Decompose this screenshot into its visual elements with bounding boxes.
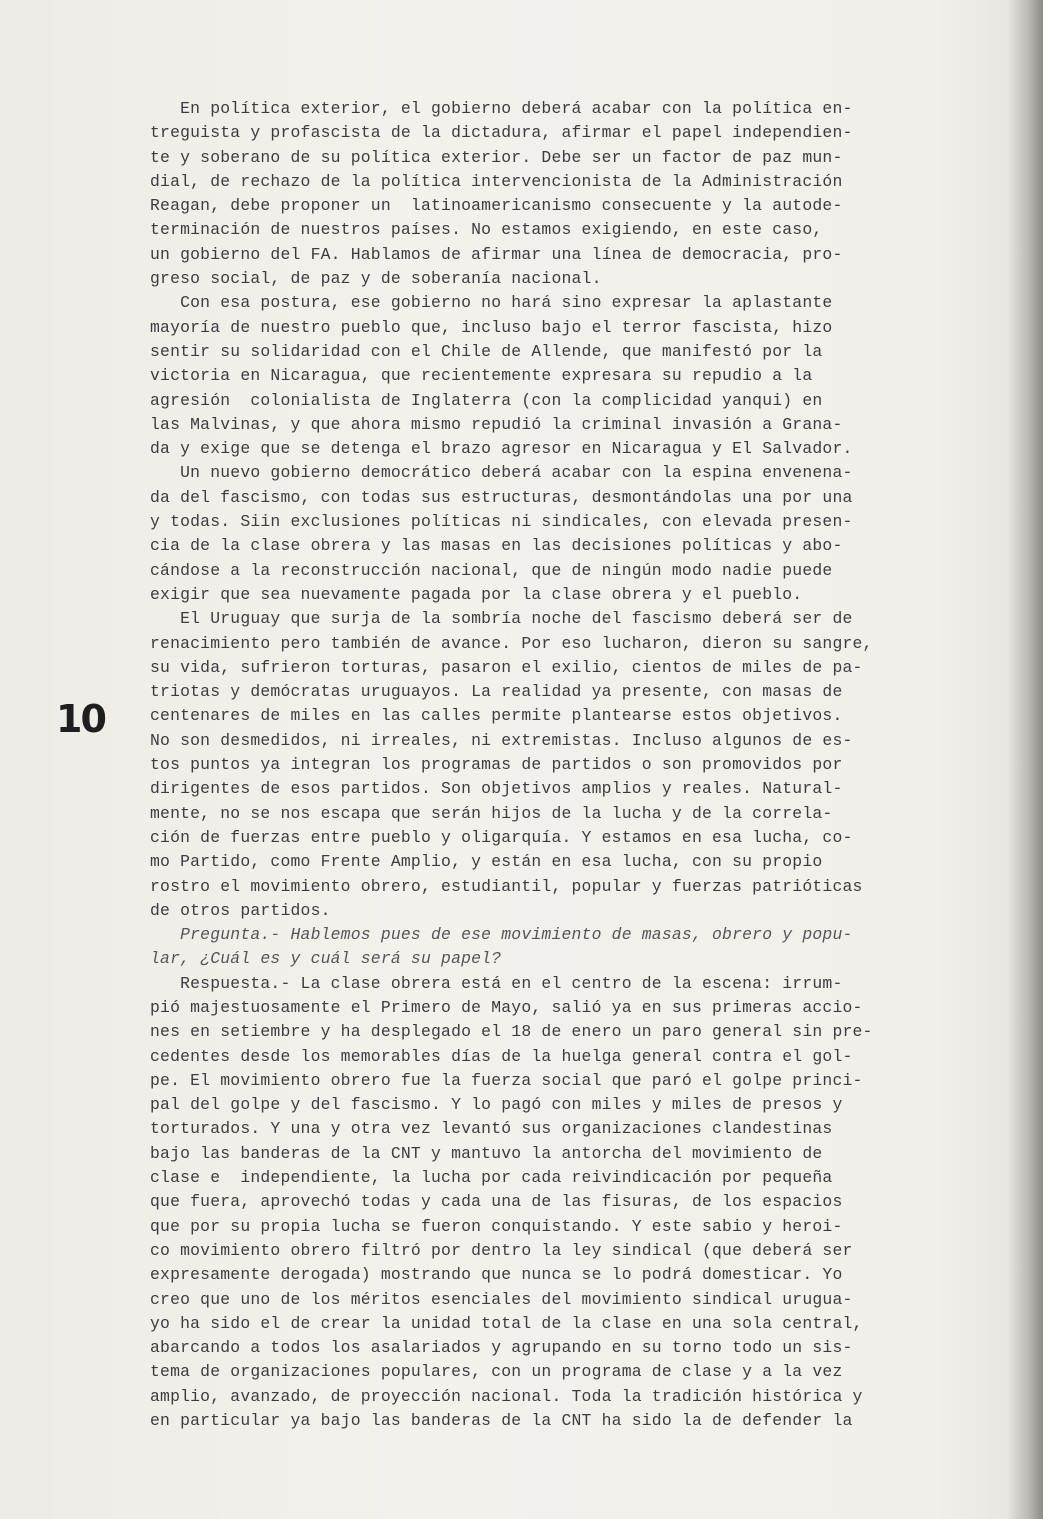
text-line: pió majestuosamente el Primero de Mayo, salió ya en sus primeras accio-	[150, 997, 863, 1017]
text-line: cándose a la reconstrucción nacional, que de ningún modo nadie puede	[150, 560, 833, 580]
text-line: Reagan, debe proponer un latinoamericanismo consecuente y la autode-	[150, 196, 843, 216]
text-line: dirigentes de esos partidos. Son objetivos amplios y reales. Natural-	[150, 779, 843, 799]
text-line: bajo las banderas de la CNT y mantuvo la antorcha del movimiento de	[150, 1143, 823, 1163]
text-line: y todas. Siin exclusiones políticas ni sindicales, con elevada presen-	[150, 512, 853, 532]
text-line: exigir que sea nuevamente pagada por la clase obrera y el pueblo.	[150, 584, 803, 604]
text-line: El Uruguay que surja de la sombría noche del fascismo deberá ser de	[150, 609, 853, 629]
text-line: da del fascismo, con todas sus estructuras, desmontándolas una por una	[150, 487, 853, 507]
text-line: clase e independiente, la lucha por cada reivindicación por pequeña	[150, 1168, 833, 1188]
text-line: te y soberano de su política exterior. Debe ser un factor de paz mun-	[150, 147, 843, 167]
text-line: lar, ¿Cuál es y cuál será su papel?	[150, 949, 502, 969]
text-line: que por su propia lucha se fueron conquistando. Y este sabio y heroi-	[150, 1216, 843, 1236]
text-line: da y exige que se detenga el brazo agresor en Nicaragua y El Salvador.	[150, 439, 853, 459]
text-line: treguista y profascista de la dictadura, afirmar el papel independien-	[150, 123, 853, 143]
text-line: tema de organizaciones populares, con un programa de clase y a la vez	[150, 1362, 843, 1382]
text-line: yo ha sido el de crear la unidad total de la clase en una sola central,	[150, 1313, 863, 1333]
text-line: co movimiento obrero filtró por dentro la ley sindical (que deberá ser	[150, 1240, 853, 1260]
text-line: su vida, sufrieron torturas, pasaron el exilio, cientos de miles de pa-	[150, 657, 863, 677]
text-line: sentir su solidaridad con el Chile de Allende, que manifestó por la	[150, 341, 823, 361]
text-line: renacimiento pero también de avance. Por eso lucharon, dieron su sangre,	[150, 633, 873, 653]
text-line: de otros partidos.	[150, 900, 331, 920]
text-line: tos puntos ya integran los programas de partidos o son promovidos por	[150, 755, 843, 775]
text-line: Un nuevo gobierno democrático deberá acabar con la espina envenena-	[150, 463, 853, 483]
text-line: No son desmedidos, ni irreales, ni extremistas. Incluso algunos de es-	[150, 730, 853, 750]
text-line: que fuera, aprovechó todas y cada una de las fisuras, de los espacios	[150, 1192, 843, 1212]
text-line: pal del golpe y del fascismo. Y lo pagó con miles y miles de presos y	[150, 1095, 843, 1115]
text-line: terminación de nuestros países. No estamos exigiendo, en este caso,	[150, 220, 823, 240]
body-text	[150, 97, 1015, 1433]
text-line: centenares de miles en las calles permite plantearse estos objetivos.	[150, 706, 843, 726]
text-line: rostro el movimiento obrero, estudiantil, popular y fuerzas patrióticas	[150, 876, 863, 896]
text-line: creo que uno de los méritos esenciales del movimiento sindical urugua-	[150, 1289, 853, 1309]
text-line: Respuesta.- La clase obrera está en el centro de la escena: irrum-	[150, 973, 843, 993]
text-line: cedentes desde los memorables días de la huelga general contra el gol-	[150, 1046, 853, 1066]
text-line: greso social, de paz y de soberanía nacional.	[150, 269, 602, 289]
text-line: las Malvinas, y que ahora mismo repudió la criminal invasión a Grana-	[150, 414, 843, 434]
text-line: ción de fuerzas entre pueblo y oligarquía. Y estamos en esa lucha, co-	[150, 827, 853, 847]
page-number: 10	[56, 697, 105, 741]
text-line: amplio, avanzado, de proyección nacional. Toda la tradición histórica y	[150, 1386, 863, 1406]
text-line: victoria en Nicaragua, que recientemente expresara su repudio a la	[150, 366, 813, 386]
text-line: mente, no se nos escapa que serán hijos de la lucha y de la correla-	[150, 803, 833, 823]
text-line: triotas y demócratas uruguayos. La realidad ya presente, con masas de	[150, 682, 843, 702]
text-line: agresión colonialista de Inglaterra (con la complicidad yanqui) en	[150, 390, 823, 410]
text-line: expresamente derogada) mostrando que nunca se lo podrá domesticar. Yo	[150, 1265, 843, 1285]
text-line: mayoría de nuestro pueblo que, incluso bajo el terror fascista, hizo	[150, 317, 833, 337]
text-line: Con esa postura, ese gobierno no hará sino expresar la aplastante	[150, 293, 833, 313]
text-line: cia de la clase obrera y las masas en las decisiones políticas y abo-	[150, 536, 843, 556]
text-line: nes en setiembre y ha desplegado el 18 de enero un paro general sin pre-	[150, 1022, 873, 1042]
text-line: un gobierno del FA. Hablamos de afirmar una línea de democracia, pro-	[150, 244, 843, 264]
text-line: dial, de rechazo de la política intervencionista de la Administración	[150, 171, 843, 191]
text-line: en particular ya bajo las banderas de la CNT ha sido la de defender la	[150, 1411, 853, 1431]
text-line: pe. El movimiento obrero fue la fuerza social que paró el golpe princi-	[150, 1070, 863, 1090]
text-line: Pregunta.- Hablemos pues de ese movimiento de masas, obrero y popu-	[150, 925, 853, 945]
text-line: mo Partido, como Frente Amplio, y están en esa lucha, con su propio	[150, 852, 823, 872]
text-line: En política exterior, el gobierno deberá acabar con la política en-	[150, 99, 853, 118]
text-line: abarcando a todos los asalariados y agrupando en su torno todo un sis-	[150, 1338, 853, 1358]
text-line: torturados. Y una y otra vez levantó sus organizaciones clandestinas	[150, 1119, 833, 1139]
